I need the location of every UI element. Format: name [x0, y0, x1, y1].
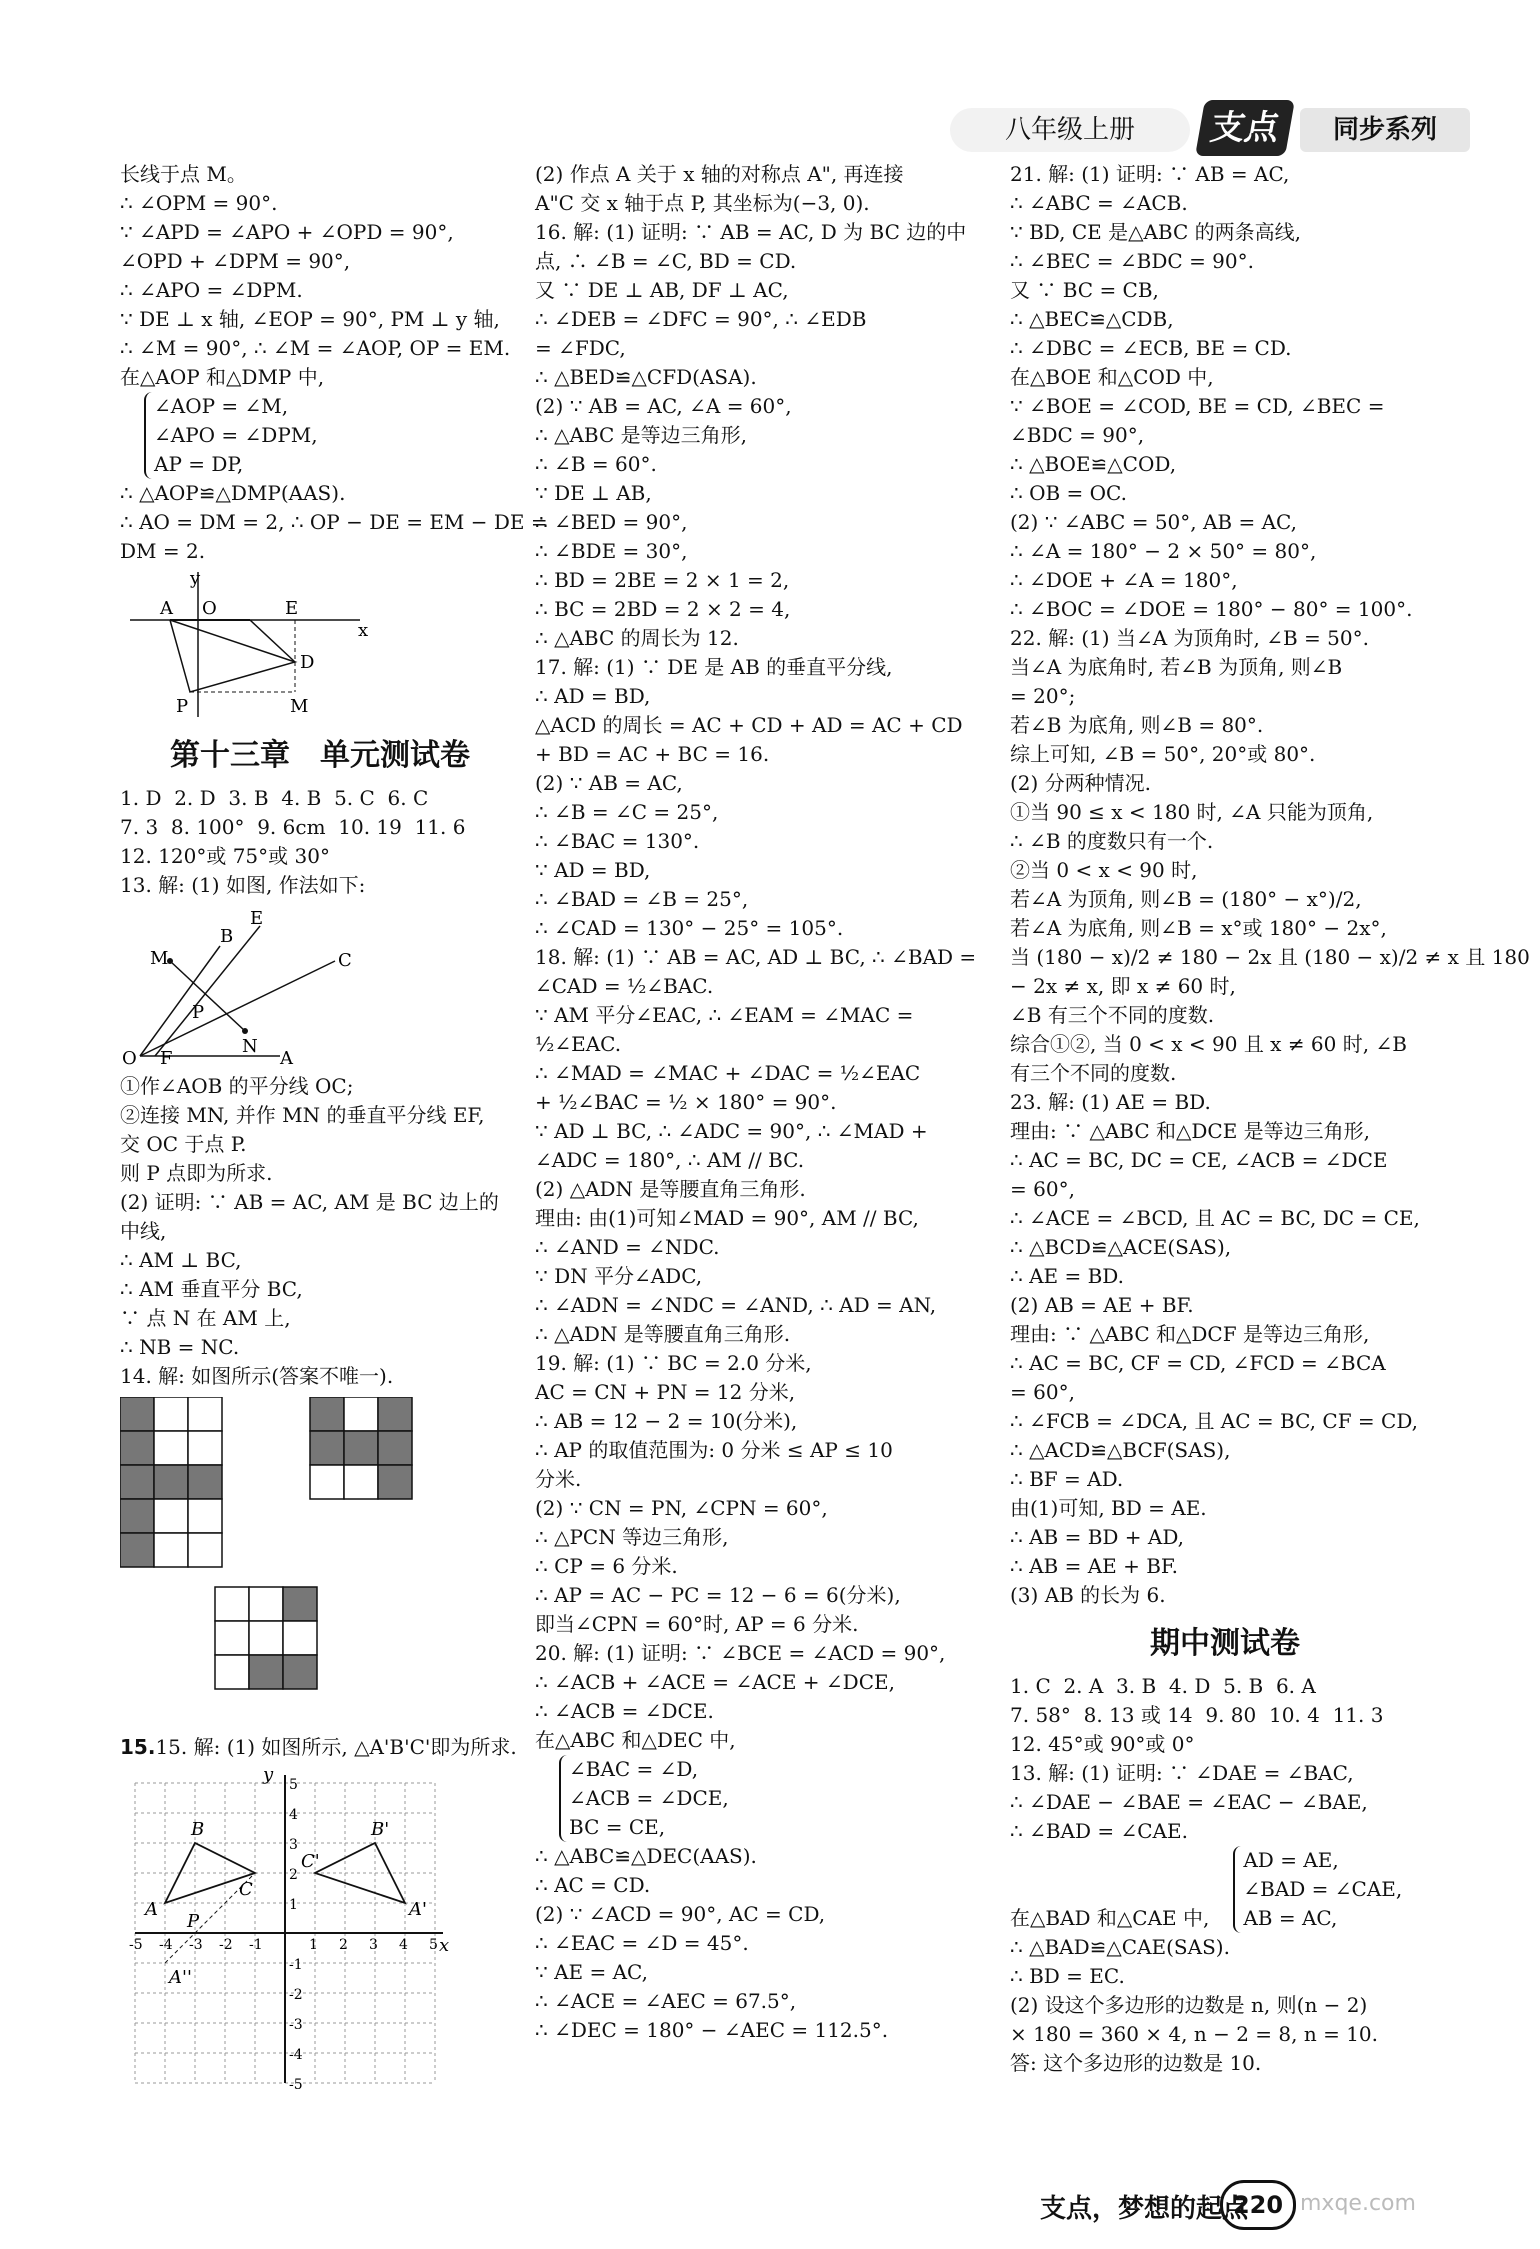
grid-cell	[310, 1397, 344, 1431]
grid-cell	[188, 1431, 222, 1465]
text-line: + ½∠BAC = ½ × 180° = 90°.	[535, 1090, 837, 1114]
col1-brace	[144, 392, 318, 479]
text-line: ∴ AC = BC, CF = CD, ∠FCD = ∠BCA	[1010, 1351, 1386, 1375]
text-line: ∴ △ADN 是等腰直角三角形.	[535, 1322, 791, 1346]
text-line: 在△ABC 和△DEC 中,	[535, 1728, 736, 1752]
text-line: × 180 = 360 × 4, n − 2 = 8, n = 10.	[1010, 2022, 1378, 2046]
text-line: (2) ∵ CN = PN, ∠CPN = 60°,	[535, 1496, 828, 1520]
figure-angle-bisector	[120, 906, 380, 1066]
text-line: ∵ DE ⊥ x 轴, ∠EOP = 90°, PM ⊥ y 轴,	[120, 307, 500, 331]
text-line: 若∠A 为顶角, 则∠B = (180° − x°)/2,	[1010, 887, 1362, 911]
text-line: ∴ ∠B 的度数只有一个.	[1010, 829, 1214, 853]
grid-cell	[344, 1465, 378, 1499]
tick-label-y: 5	[289, 1777, 298, 1793]
coord-label: C	[239, 1879, 253, 1900]
text-line: ∴ ∠BAD = ∠B = 25°,	[535, 887, 749, 911]
text-line: ∴ ∠EAC = ∠D = 45°.	[535, 1931, 749, 1955]
text-line: ∴ ∠ADN = ∠NDC = ∠AND, ∴ AD = AN,	[535, 1293, 937, 1317]
text-line: 1. D 2. D 3. B 4. B 5. C 6. C	[120, 786, 429, 810]
tick-label-x: 1	[309, 1937, 318, 1953]
text-line: ∴ OB = OC.	[1010, 481, 1127, 505]
page-number: 220	[1220, 2180, 1296, 2230]
text-line: ∵ 点 N 在 AM 上,	[120, 1306, 291, 1330]
coord-label: A	[145, 1899, 158, 1920]
text-line: ∴ AO = DM = 2, ∴ OP − DE = EM − DE =	[120, 510, 548, 534]
text-line: 分米.	[535, 1467, 582, 1491]
grade-label: 八年级上册	[950, 108, 1190, 152]
text-line: 当 (180 − x)/2 ≠ 180 − 2x 且 (180 − x)/2 ≠ x 且 180	[1010, 945, 1530, 969]
text-line: 13. 解: (1) 证明: ∵ ∠DAE = ∠BAC,	[1010, 1761, 1354, 1785]
grid-cell	[120, 1499, 154, 1533]
text-line: ∴ BF = AD.	[1010, 1467, 1124, 1491]
text-line: 在△BOE 和△COD 中,	[1010, 365, 1214, 389]
tick-label-x: 4	[399, 1937, 408, 1953]
text-line: (2) ∵ AB = AC,	[535, 771, 683, 795]
text-line: 则 P 点即为所求.	[120, 1161, 273, 1185]
text-line: 21. 解: (1) 证明: ∵ AB = AC,	[1010, 162, 1290, 186]
tick-label-x: 3	[369, 1937, 378, 1953]
text-line: ∵ DN 平分∠ADC,	[535, 1264, 703, 1288]
tick-label-y: -1	[289, 1957, 303, 1973]
fig2-label-b: B	[220, 926, 234, 947]
text-line: AP = DP,	[154, 452, 244, 476]
text-line: ∴ BD = 2BE = 2 × 1 = 2,	[535, 568, 790, 592]
text-line: ∴ ∠ACE = ∠BCD, 且 AC = BC, DC = CE,	[1010, 1206, 1420, 1230]
text-line: ∠ACB = ∠DCE,	[569, 1786, 729, 1810]
text-line: 12. 120°或 75°或 30°	[120, 844, 330, 868]
fig1-label-y: y	[190, 572, 201, 589]
grid-cell	[120, 1397, 154, 1431]
coord-label: x	[439, 1935, 450, 1956]
text-line: ∴ ∠BOC = ∠DOE = 180° − 80° = 100°.	[1010, 597, 1413, 621]
fig2-label-o: O	[122, 1048, 137, 1066]
text-line: ∴ ∠AND = ∠NDC.	[535, 1235, 720, 1259]
grid-cell	[249, 1587, 283, 1621]
text-line: ∴ AM ⊥ BC,	[120, 1248, 242, 1272]
text-line: 1. C 2. A 3. B 4. D 5. B 6. A	[1010, 1674, 1316, 1698]
text-line: BC = CE,	[569, 1815, 666, 1839]
text-line: AC = CN + PN = 12 分米,	[535, 1380, 796, 1404]
text-line: = 60°,	[1010, 1177, 1075, 1201]
text-line: ∴ △ABC 的周长为 12.	[535, 626, 739, 650]
text-line: (2) ∵ AB = AC, ∠A = 60°,	[535, 394, 792, 418]
grid-cell	[120, 1465, 154, 1499]
text-line: ∴ ∠DBC = ∠ECB, BE = CD.	[1010, 336, 1292, 360]
text-line: ①作∠AOB 的平分线 OC;	[120, 1074, 354, 1098]
text-line: ∴ CP = 6 分米.	[535, 1554, 678, 1578]
text-line: = ∠FDC,	[535, 336, 626, 360]
tick-label-y: 1	[289, 1897, 298, 1913]
text-line: 在△AOP 和△DMP 中,	[120, 365, 325, 389]
fig2-label-p: P	[192, 1002, 205, 1023]
text-line: ∴ ∠M = 90°, ∴ ∠M = ∠AOP, OP = EM.	[120, 336, 511, 360]
text-line: ∠AOP = ∠M,	[154, 394, 289, 418]
text-line: 理由: ∵ △ABC 和△DCE 是等边三角形,	[1010, 1119, 1371, 1143]
col3-text-b	[1010, 1672, 1440, 1846]
text-line: 点, ∴ ∠B = ∠C, BD = CD.	[535, 249, 797, 273]
fig2-label-f: F	[160, 1048, 173, 1066]
text-line: = 60°,	[1010, 1380, 1075, 1404]
grid-cell	[344, 1397, 378, 1431]
page-footer	[1040, 2180, 1460, 2230]
text-line: 22. 解: (1) 当∠A 为顶角时, ∠B = 50°.	[1010, 626, 1369, 650]
text-line: ∴ △AOP≌△DMP(AAS).	[120, 481, 346, 505]
text-line: ∴ AB = BD + AD,	[1010, 1525, 1185, 1549]
text-line: (2) 证明: ∵ AB = AC, AM 是 BC 边上的	[120, 1190, 499, 1214]
text-line: ∵ ∠APD = ∠APO + ∠OPD = 90°,	[120, 220, 454, 244]
grid-cell	[215, 1655, 249, 1689]
text-line: ∴ ∠FCB = ∠DCA, 且 AC = BC, CF = CD,	[1010, 1409, 1419, 1433]
col3-text-a	[1010, 160, 1530, 1610]
watermark-text: mxqe.com	[1300, 2191, 1416, 2216]
text-line: 长线于点 M。	[120, 162, 247, 186]
text-line: ∴ △ACD≌△BCF(SAS),	[1010, 1438, 1231, 1462]
fig2-label-a: A	[280, 1048, 293, 1066]
text-line: ∴ ∠APO = ∠DPM.	[120, 278, 303, 302]
tick-label-y: 2	[289, 1867, 298, 1883]
text-line: ∠OPD + ∠DPM = 90°,	[120, 249, 351, 273]
page-header	[950, 100, 1470, 160]
column-1	[120, 160, 548, 2104]
text-line: + BD = AC + BC = 16.	[535, 742, 770, 766]
text-line: 若∠A 为底角, 则∠B = x°或 180° − 2x°,	[1010, 916, 1387, 940]
text-line: ∴ AB = 12 − 2 = 10(分米),	[535, 1409, 798, 1433]
col2-brace	[559, 1755, 729, 1842]
tick-label-y: 3	[289, 1837, 298, 1853]
col2-text-a	[535, 160, 980, 1755]
text-line: 12. 45°或 90°或 0°	[1010, 1732, 1195, 1756]
text-line: 18. 解: (1) ∵ AB = AC, AD ⊥ BC, ∴ ∠BAD =	[535, 945, 977, 969]
text-line: ∴ ∠A = 180° − 2 × 50° = 80°,	[1010, 539, 1317, 563]
fig1-label-e: E	[285, 598, 299, 619]
text-line: 答: 这个多边形的边数是 10.	[1010, 2051, 1262, 2075]
tick-label-y: -3	[289, 2017, 303, 2033]
coord-label: B	[191, 1819, 205, 1840]
text-line: ∴ ∠BED = 90°,	[535, 510, 688, 534]
text-line: 理由: ∵ △ABC 和△DCF 是等边三角形,	[1010, 1322, 1370, 1346]
text-line: ∴ ∠ACB + ∠ACE = ∠ACE + ∠DCE,	[535, 1670, 895, 1694]
column-3	[1010, 160, 1530, 2078]
text-line: ∴ △BEC≌△CDB,	[1010, 307, 1174, 331]
col3-brace-row: 在△BAD 和△CAE 中, AD = AE, ∠BAD = ∠CAE, AB = AC,	[1010, 1846, 1440, 1933]
text-line: AB = AC,	[1243, 1906, 1338, 1930]
text-line: (2) 分两种情况.	[1010, 771, 1152, 795]
coord-label: B'	[371, 1819, 390, 1840]
grid-cell	[249, 1621, 283, 1655]
fig2-label-c: C	[338, 950, 352, 971]
text-line: ∴ △BED≌△CFD(ASA).	[535, 365, 757, 389]
fig1-label-m: M	[290, 696, 309, 717]
text-line: ∴ AP = AC − PC = 12 − 6 = 6(分米),	[535, 1583, 901, 1607]
text-line: ∴ ∠B = 60°.	[535, 452, 657, 476]
coord-label: A''	[169, 1967, 192, 1988]
col1-text-c	[120, 1072, 520, 1391]
chapter-title: 第十三章 单元测试卷	[170, 738, 470, 773]
text-line: ∴ △BOE≌△COD,	[1010, 452, 1177, 476]
tick-label-y: -4	[289, 2047, 303, 2063]
text-line: ∴ ∠DEB = ∠DFC = 90°, ∴ ∠EDB	[535, 307, 867, 331]
text-line: ∴ AC = BC, DC = CE, ∠ACB = ∠DCE	[1010, 1148, 1388, 1172]
grid-cell	[283, 1621, 317, 1655]
text-line: △ACD 的周长 = AC + CD + AD = AC + CD	[535, 713, 963, 737]
text-line: 若∠B 为底角, 则∠B = 80°.	[1010, 713, 1264, 737]
text-line: ∴ △ABC≌△DEC(AAS).	[535, 1844, 757, 1868]
col3-text-c	[1010, 1933, 1440, 2078]
text-line: 当∠A 为底角时, 若∠B 为顶角, 则∠B	[1010, 655, 1343, 679]
q15-text: 15.15. 解: (1) 如图所示, △A'B'C'即为所求.	[120, 1735, 517, 1759]
text-line: = 20°;	[1010, 684, 1076, 708]
text-line: ∴ ∠DEC = 180° − ∠AEC = 112.5°.	[535, 2018, 889, 2042]
text-line: ∵ AM 平分∠EAC, ∴ ∠EAM = ∠MAC =	[535, 1003, 914, 1027]
text-line: (2) 作点 A 关于 x 轴的对称点 A", 再连接	[535, 162, 904, 186]
text-line: (2) AB = AE + BF.	[1010, 1293, 1194, 1317]
text-line: (3) AB 的长为 6.	[1010, 1583, 1166, 1607]
text-line: ∴ AE = BD.	[1010, 1264, 1124, 1288]
text-line: ∠B 有三个不同的度数.	[1010, 1003, 1215, 1027]
grid-cell	[283, 1655, 317, 1689]
tick-label-x: 5	[429, 1937, 438, 1953]
grid-cell	[215, 1621, 249, 1655]
text-line: ∴ △BCD≌△ACE(SAS),	[1010, 1235, 1232, 1259]
tick-label-x: -3	[189, 1937, 203, 1953]
grid-cell	[120, 1431, 154, 1465]
grid-cell	[154, 1431, 188, 1465]
text-line: AD = AE,	[1243, 1848, 1339, 1872]
text-line: 又 ∵ DE ⊥ AB, DF ⊥ AC,	[535, 278, 789, 302]
fig1-label-d: D	[300, 652, 315, 673]
series-label: 同步系列	[1300, 108, 1470, 152]
text-line: ∴ △PCN 等边三角形,	[535, 1525, 729, 1549]
text-line: A"C 交 x 轴于点 P, 其坐标为(−3, 0).	[535, 191, 870, 215]
text-line: ∴ △BAD≌△CAE(SAS).	[1010, 1935, 1230, 1959]
brand-logo: 支点	[1195, 100, 1295, 156]
grid-cell	[310, 1465, 344, 1499]
grid-cell	[378, 1431, 412, 1465]
text-line: ∴ AD = BD,	[535, 684, 651, 708]
text-line: 理由: 由(1)可知∠MAD = 90°, AM // BC,	[535, 1206, 919, 1230]
grid-cell	[188, 1533, 222, 1567]
text-line: ∴ AP 的取值范围为: 0 分米 ≤ AP ≤ 10	[535, 1438, 893, 1462]
text-line: ∴ BC = 2BD = 2 × 2 = 4,	[535, 597, 791, 621]
grid-cell	[283, 1587, 317, 1621]
text-line: ∵ ∠BOE = ∠COD, BE = CD, ∠BEC =	[1010, 394, 1385, 418]
fig1-label-a: A	[160, 598, 173, 619]
grid-cell	[378, 1465, 412, 1499]
fig1-label-p: P	[176, 696, 189, 717]
figure-coordinate-apde	[120, 572, 380, 722]
text-line: 又 ∵ BC = CB,	[1010, 278, 1159, 302]
text-line: ∴ ∠ACB = ∠DCE.	[535, 1699, 714, 1723]
fig1-label-x: x	[358, 620, 369, 641]
grid-cell	[310, 1431, 344, 1465]
text-line: 17. 解: (1) ∵ DE 是 AB 的垂直平分线,	[535, 655, 893, 679]
text-line: ½∠EAC.	[535, 1032, 622, 1056]
text-line: ②当 0 < x < 90 时,	[1010, 858, 1198, 882]
text-line: ∴ BD = EC.	[1010, 1964, 1125, 1988]
text-line: ②连接 MN, 并作 MN 的垂直平分线 EF,	[120, 1103, 485, 1127]
tick-label-y: -5	[289, 2077, 303, 2093]
text-line: ∠CAD = ½∠BAC.	[535, 974, 714, 998]
text-line: ∴ ∠OPM = 90°.	[120, 191, 278, 215]
footer-slogan: 支点，梦想的起点	[1040, 2194, 1249, 2224]
text-line: ∴ AC = CD.	[535, 1873, 651, 1897]
text-line: ∠ADC = 180°, ∴ AM // BC.	[535, 1148, 805, 1172]
text-line: ∴ AM 垂直平分 BC,	[120, 1277, 303, 1301]
fig2-label-n: N	[242, 1036, 258, 1057]
grid-cell	[188, 1465, 222, 1499]
text-line: (2) 设这个多边形的边数是 n, 则(n − 2)	[1010, 1993, 1368, 2017]
text-line: 16. 解: (1) 证明: ∵ AB = AC, D 为 BC 边的中	[535, 220, 967, 244]
grid-cell	[154, 1465, 188, 1499]
text-line: ①当 90 ≤ x < 180 时, ∠A 只能为顶角,	[1010, 800, 1374, 824]
text-line: ∴ ∠ACE = ∠AEC = 67.5°,	[535, 1989, 797, 2013]
grid-cell	[188, 1397, 222, 1431]
text-line: ∴ ∠DOE + ∠A = 180°,	[1010, 568, 1238, 592]
grid-cell	[154, 1533, 188, 1567]
text-line: ∠BAC = ∠D,	[569, 1757, 699, 1781]
fig2-label-e: E	[250, 908, 264, 929]
text-line: ∠APO = ∠DPM,	[154, 423, 318, 447]
col2-text-b	[535, 1842, 980, 2045]
grid-cell	[188, 1499, 222, 1533]
tick-label-y: 4	[289, 1807, 298, 1823]
text-line: ∴ ∠BEC = ∠BDC = 90°.	[1010, 249, 1254, 273]
tick-label-x: -1	[249, 1937, 263, 1953]
text-line: (2) ∵ ∠ACD = 90°, AC = CD,	[535, 1902, 826, 1926]
text-line: 20. 解: (1) 证明: ∵ ∠BCE = ∠ACD = 90°,	[535, 1641, 946, 1665]
text-line: 中线,	[120, 1219, 167, 1243]
text-line: ∴ ∠MAD = ∠MAC + ∠DAC = ½∠EAC	[535, 1061, 921, 1085]
text-line: (2) ∵ ∠ABC = 50°, AB = AC,	[1010, 510, 1297, 534]
text-line: ∵ AD = BD,	[535, 858, 651, 882]
text-line: 7. 3 8. 100° 9. 6cm 10. 19 11. 6	[120, 815, 466, 839]
text-line: 13. 解: (1) 如图, 作法如下:	[120, 873, 366, 897]
column-2	[535, 160, 980, 2045]
col1-text-a	[120, 160, 520, 392]
text-line: 19. 解: (1) ∵ BC = 2.0 分米,	[535, 1351, 812, 1375]
text-line: 由(1)可知, BD = AE.	[1010, 1496, 1207, 1520]
fig1-label-o: O	[202, 598, 217, 619]
text-line: ∴ ∠CAD = 130° − 25° = 105°.	[535, 916, 844, 940]
text-line: ∴ NB = NC.	[120, 1335, 240, 1359]
grid-cell	[215, 1587, 249, 1621]
text-line: ∠BAD = ∠CAE,	[1243, 1877, 1403, 1901]
figure-coordinate-grid	[120, 1768, 450, 2098]
coord-label: C'	[301, 1851, 320, 1872]
text-line: ∴ ∠BAC = 130°.	[535, 829, 700, 853]
text-line: 7. 58° 8. 13 或 14 9. 80 10. 4 11. 3	[1010, 1703, 1384, 1727]
text-line: ∵ BD, CE 是△ABC 的两条高线,	[1010, 220, 1301, 244]
text-line: 综合①②, 当 0 < x < 90 且 x ≠ 60 时, ∠B	[1010, 1032, 1407, 1056]
text-line: 有三个不同的度数.	[1010, 1061, 1177, 1085]
tick-label-y: -2	[289, 1987, 303, 2003]
text-line: ∴ ∠B = ∠C = 25°,	[535, 800, 719, 824]
grid-cell	[120, 1533, 154, 1567]
col3-brace	[1233, 1846, 1402, 1933]
figure-grids	[120, 1397, 520, 1727]
grid-cell	[249, 1655, 283, 1689]
fig2-label-m: M	[150, 948, 169, 969]
tick-label-x: 2	[339, 1937, 348, 1953]
text-line: − 2x ≠ x, 即 x ≠ 60 时,	[1010, 974, 1236, 998]
grid-cell	[154, 1397, 188, 1431]
text-line: 综上可知, ∠B = 50°, 20°或 80°.	[1010, 742, 1316, 766]
coord-label: y	[263, 1768, 274, 1785]
text-line: ∴ ∠DAE − ∠BAE = ∠EAC − ∠BAE,	[1010, 1790, 1368, 1814]
grid-cell	[378, 1397, 412, 1431]
col1-text-b	[120, 479, 548, 566]
col1-answers	[120, 784, 520, 900]
tick-label-x: -4	[159, 1937, 173, 1953]
grid-cell	[154, 1499, 188, 1533]
text-line: ∴ ∠BDE = 30°,	[535, 539, 688, 563]
tick-label-x: -5	[129, 1937, 143, 1953]
text-line: 14. 解: 如图所示(答案不唯一).	[120, 1364, 394, 1388]
text-line: 即当∠CPN = 60°时, AP = 6 分米.	[535, 1612, 859, 1636]
text-line: ∴ △ABC 是等边三角形,	[535, 423, 747, 447]
text-line: ∵ AE = AC,	[535, 1960, 648, 1984]
text-line: (2) △ADN 是等腰直角三角形.	[535, 1177, 806, 1201]
text-line: ∴ ∠BAD = ∠CAE.	[1010, 1819, 1188, 1843]
text-line: ∵ AD ⊥ BC, ∴ ∠ADC = 90°, ∴ ∠MAD +	[535, 1119, 928, 1143]
text-line: ∴ AB = AE + BF.	[1010, 1554, 1179, 1578]
midterm-title: 期中测试卷	[1150, 1626, 1300, 1661]
coord-label: P	[187, 1911, 200, 1932]
text-line: ∠BDC = 90°,	[1010, 423, 1145, 447]
tick-label-x: -2	[219, 1937, 233, 1953]
text-line: ∵ DE ⊥ AB,	[535, 481, 652, 505]
text-line: DM = 2.	[120, 539, 206, 563]
text-line: 交 OC 于点 P.	[120, 1132, 247, 1156]
text-line: 23. 解: (1) AE = BD.	[1010, 1090, 1211, 1114]
text-line: ∴ ∠ABC = ∠ACB.	[1010, 191, 1188, 215]
coord-label: A'	[409, 1899, 427, 1920]
grid-cell	[344, 1431, 378, 1465]
